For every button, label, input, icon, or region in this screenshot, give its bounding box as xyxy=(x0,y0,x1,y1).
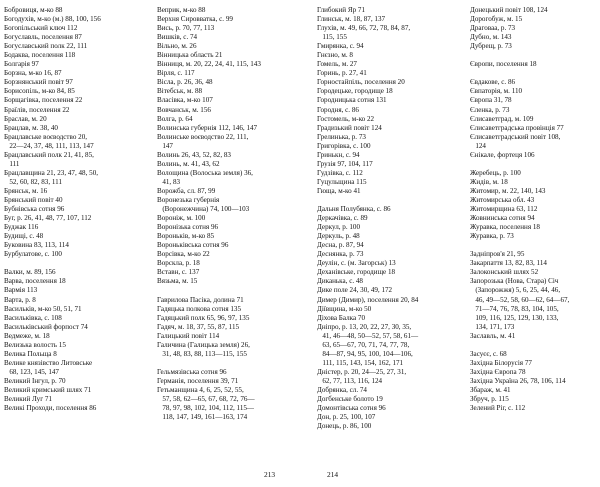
index-entry: Горностайпіль, поселення 20 xyxy=(317,78,405,87)
index-entry: Запорозька (Нова, Стара) Січ xyxy=(470,277,559,286)
index-entry: Богуславль, поселення 87 xyxy=(4,33,82,42)
index-entry: Гельмязівська сотня 96 xyxy=(157,367,227,376)
index-entry: 111, 115, 143, 154, 162, 171 xyxy=(317,358,404,367)
index-entry: Буковина 83, 113, 114 xyxy=(4,241,69,250)
index-entry: Верхня Сировватка, с. 99 xyxy=(157,15,233,24)
index-entry: Вовчанськ, м. 156 xyxy=(157,105,211,114)
index-entry: Борзнянський повіт 97 xyxy=(4,78,73,87)
index-entry: (Воронежчина) 74, 100—103 xyxy=(157,205,250,214)
index-entry: Волинське воєводство 22, 111, xyxy=(157,132,249,141)
index-entry: Жеребець, р. 100 xyxy=(470,168,521,177)
index-entry: Вінниця, м. 20, 22, 24, 41, 115, 143 xyxy=(157,60,261,69)
index-entry: Донецький повіт 108, 124 xyxy=(470,6,548,14)
index-entry: Єленка, р. 73 xyxy=(470,105,510,114)
index-entry: Городницька сотня 131 xyxy=(317,96,387,105)
index-entry: 31, 48, 83, 88, 113—115, 155 xyxy=(157,349,247,358)
index-entry: Єнікале, фортеця 106 xyxy=(470,150,535,159)
index-entry: Волинська губернія 112, 146, 147 xyxy=(157,123,258,132)
index-entry: Вільно, м. 26 xyxy=(157,42,197,51)
index-entry: Гринькн, с. 94 xyxy=(317,150,360,159)
index-entry: 62, 77, 113, 116, 124 xyxy=(317,376,383,385)
index-entry: Борщагівка, поселення 22 xyxy=(4,96,83,105)
index-entry: Веприк, м-ко 88 xyxy=(157,6,206,14)
index-entry: Задніпров'я 21, 95 xyxy=(470,250,525,259)
index-entry: Брянськ, м. 16 xyxy=(4,186,48,195)
index-entry: Богопільський ключ 112 xyxy=(4,24,78,33)
index-entry: Брацлавський полк 21, 41, 85, xyxy=(4,150,94,159)
index-entry: Гадяцька полкова сотня 135 xyxy=(157,304,242,313)
index-entry: Гостомель, м-ко 22 xyxy=(317,114,375,123)
section-gap xyxy=(317,196,467,205)
index-entry: Домонтівська сотня 96 xyxy=(317,404,386,413)
page-number-right: 214 xyxy=(327,470,339,479)
index-entry: Борзна, м-ко 16, 87 xyxy=(4,69,62,78)
index-entry: Західна Європа 78 xyxy=(470,367,526,376)
section-gap xyxy=(470,51,598,60)
index-entry: Дике поле 24, 30, 49, 172 xyxy=(317,286,393,295)
index-entry: 111 xyxy=(4,159,20,168)
index-entry: Євдакове, с. 86 xyxy=(470,78,516,87)
index-entry: Вісла, р. 26, 36, 48 xyxy=(157,78,213,87)
index-entry: Браслав, м. 20 xyxy=(4,114,47,123)
index-entry: Гетьманщина 4, 6, 25, 52, 55, xyxy=(157,385,244,394)
index-entry: Градизький повіт 124 xyxy=(317,123,382,132)
index-entry: Волощина (Волоська земля) 36, xyxy=(157,168,253,177)
index-entry: Житомир, м. 22, 140, 143 xyxy=(470,186,546,195)
index-entry: Борисопіль, м-ко 84, 85 xyxy=(4,87,75,96)
index-entry: Гадяч, м. 18, 37, 55, 87, 115 xyxy=(157,322,240,331)
index-entry: Вітебськ, м. 88 xyxy=(157,87,203,96)
section-gap xyxy=(4,259,154,268)
index-entry: Брацлавське воєводство 20, xyxy=(4,132,88,141)
index-entry: Залоконський шлях 52 xyxy=(470,268,539,277)
index-entry: Євпаторія, м. 110 xyxy=(470,87,523,96)
index-entry: Брацлав, м. 38, 40 xyxy=(4,123,58,132)
index-entry: 147 xyxy=(157,141,173,150)
index-entry: Дальня Полубянка, с. 86 xyxy=(317,205,391,214)
index-entry: Ворожба, сл. 87, 99 xyxy=(157,186,216,195)
index-entry: Богодухів, м-ко (м.) 88, 100, 156 xyxy=(4,15,101,24)
index-entry: Донець, р. 86, 100 xyxy=(317,422,372,431)
index-entry: Бубнівська сотня 96 xyxy=(4,205,65,214)
index-entry: Деркачівка, с. 89 xyxy=(317,214,368,223)
index-entry: Ворскла, р. 18 xyxy=(157,259,200,268)
index-entry: Гнєзно, м. 8 xyxy=(317,51,353,60)
index-entry: Єлисаветградська провінція 77 xyxy=(470,123,564,132)
index-entry: Вороньків, м-ко 85 xyxy=(157,232,215,241)
index-entry: Буджак 116 xyxy=(4,223,39,232)
index-entry: Європи, поселення 18 xyxy=(470,60,537,69)
index-entry: Єлисаветград, м. 109 xyxy=(470,114,534,123)
index-entry: Гаврилова Пасіка, долина 71 xyxy=(157,295,244,304)
index-entry: Дніпро, р. 13, 20, 22, 27, 30, 35, xyxy=(317,322,412,331)
index-entry: Велизька волость 15 xyxy=(4,340,66,349)
index-entry: Воронізька сотня 96 xyxy=(157,223,219,232)
index-entry: 84—87, 94, 95, 100, 104—106, xyxy=(317,349,413,358)
index-entry: Грелинька, р. 73 xyxy=(317,132,366,141)
index-entry: Васильківський форпост 74 xyxy=(4,322,88,331)
column-4 xyxy=(470,6,598,413)
index-entry: Велике князівство Литовське xyxy=(4,358,93,367)
index-entry: Волинь 26, 43, 52, 82, 83 xyxy=(157,150,231,159)
index-entry: Димер (Димир), поселення 20, 84 xyxy=(317,295,419,304)
index-entry: Гадяцький полк 65, 96, 97, 135 xyxy=(157,313,250,322)
index-entry: Буг, р. 26, 41, 48, 77, 107, 112 xyxy=(4,214,92,223)
index-entry: Жовнинська сотня 94 xyxy=(470,214,535,223)
index-entry: Велика Польща 8 xyxy=(4,349,57,358)
index-entry: Діївщина, м-ко 50 xyxy=(317,304,372,313)
index-entry: Вставн, с. 137 xyxy=(157,268,200,277)
index-entry: Глухів, м. 49, 66, 72, 78, 84, 87, xyxy=(317,24,411,33)
index-entry: Дністер, р. 20, 24—25, 27, 31, xyxy=(317,367,407,376)
index-entry: Журавка, поселення 18 xyxy=(470,223,540,232)
index-entry: Вінницька область 21 xyxy=(157,51,223,60)
index-entry: Валки, м. 89, 156 xyxy=(4,268,56,277)
index-entry: Вороніж, м. 100 xyxy=(157,214,206,223)
index-entry: Городецьке, городище 18 xyxy=(317,87,393,96)
index-entry: Вороньківська сотня 96 xyxy=(157,241,229,250)
index-entry: Будищі, с. 48 xyxy=(4,232,44,241)
index-entry: Закарпаття 13, 82, 83, 114 xyxy=(470,259,547,268)
index-entry: Бобровиця, м-ко 88 xyxy=(4,6,63,14)
index-entry: Дон, р. 25, 100, 107 xyxy=(317,413,376,422)
index-entry: 41, 46—48, 50—52, 57, 58, 61— xyxy=(317,331,419,340)
index-entry: Десна, р. 87, 94 xyxy=(317,241,364,250)
index-entry: Житомирщина 63, 112 xyxy=(470,205,538,214)
index-entry: Дубрещ, р. 73 xyxy=(470,42,512,51)
index-entry: Брацлавщина 21, 23, 47, 48, 50, xyxy=(4,168,99,177)
index-entry: Європа 31, 78 xyxy=(470,96,512,105)
section-gap xyxy=(157,359,305,368)
index-entry: 78, 97, 98, 102, 104, 112, 115— xyxy=(157,404,255,413)
index-entry: 46, 49—52, 58, 60—62, 64—67, xyxy=(470,295,570,304)
index-entry: Вармія 113 xyxy=(4,286,38,295)
index-entry: 57, 58, 62—65, 67, 68, 72, 76— xyxy=(157,395,255,404)
index-entry: Добрянка, сл. 74 xyxy=(317,385,367,394)
index-entry: Богуславський полк 22, 111 xyxy=(4,42,88,51)
index-entry: Бодаква, поселення 118 xyxy=(4,51,76,60)
index-entry: Варта, р. 8 xyxy=(4,295,36,304)
index-entry: Засуєє, с. 68 xyxy=(470,349,507,358)
index-entry: Галицький повіт 114 xyxy=(157,331,220,340)
section-gap xyxy=(470,160,598,169)
index-entry: 22—24, 37, 48, 111, 113, 147 xyxy=(4,141,94,150)
index-entry: Брянський повіт 40 xyxy=(4,195,63,204)
index-entry: Житомирська обл. 43 xyxy=(470,195,535,204)
index-entry: 109, 116, 125, 129, 130, 133, xyxy=(470,313,559,322)
index-entry: Збараж, м. 41 xyxy=(470,385,511,394)
index-entry: Болгарія 97 xyxy=(4,60,39,69)
index-entry: 52, 60, 82, 83, 111 xyxy=(4,177,62,186)
index-entry: Васильківка, с. 108 xyxy=(4,313,62,322)
index-entry: Гуцульщина 115 xyxy=(317,177,367,186)
index-entry: Великий Інгул, р. 70 xyxy=(4,376,66,385)
index-entry: Вязьма, м. 15 xyxy=(157,277,198,286)
index-entry: Деркул, р. 100 xyxy=(317,223,361,232)
index-entry: Вишків, с. 74 xyxy=(157,33,198,42)
index-entry: Грузія 97, 104, 117 xyxy=(317,159,373,168)
index-entry: Гмирянка, с. 94 xyxy=(317,42,364,51)
index-entry: Городня, с. 86 xyxy=(317,105,359,114)
index-entry: 134, 171, 173 xyxy=(470,322,515,331)
index-entry: Германія, поселення 39, 71 xyxy=(157,376,239,385)
section-gap xyxy=(470,241,598,250)
index-entry: Гюща, м-ко 41 xyxy=(317,186,361,195)
index-entry: Васильків, м-ко 50, 51, 71 xyxy=(4,304,82,313)
index-entry: Дубно, м. 143 xyxy=(470,33,512,42)
index-entry: Збруч, р. 115 xyxy=(470,395,509,404)
index-entry: (Запорожжя) 5, 6, 25, 44, 46, xyxy=(470,286,561,295)
index-entry: Ворсівка, м-ко 22 xyxy=(157,250,210,259)
index-entry: Гудзівка, с. 112 xyxy=(317,168,363,177)
index-entry: Деулін, с. (м. Загорськ) 13 xyxy=(317,259,396,268)
index-entry: Зелений Ріг, с. 112 xyxy=(470,404,526,413)
page-number-left: 213 xyxy=(264,470,276,479)
index-entry: 115, 155 xyxy=(317,33,347,42)
index-entry: Горинь, р. 27, 41 xyxy=(317,69,367,78)
index-entry: 71—74, 76, 78, 83, 104, 105, xyxy=(470,304,559,313)
index-entry: Деркуль, р. 48 xyxy=(317,232,360,241)
index-entry: Єлисаветградський повіт 108, xyxy=(470,132,561,141)
index-entry: Браїлів, поселення 22 xyxy=(4,105,70,114)
index-entry: Волга, р. 64 xyxy=(157,114,193,123)
index-entry: Ведмеже, м. 18 xyxy=(4,331,50,340)
index-entry: Журавка, р. 73 xyxy=(470,232,514,241)
column-2 xyxy=(157,6,305,422)
index-entry: Григорівка, с. 100 xyxy=(317,141,371,150)
index-entry: Драговаа, р. 73 xyxy=(470,24,516,33)
index-entry: Догбенське болото 19 xyxy=(317,395,383,404)
index-entry: Західна Україна 26, 78, 106, 114 xyxy=(470,376,566,385)
index-entry: Західна Білорусія 77 xyxy=(470,358,532,367)
index-entry: Деханівське, городище 18 xyxy=(317,268,396,277)
index-entry: Волинь, м. 41, 43, 62 xyxy=(157,159,220,168)
index-entry: Власівка, м-ко 107 xyxy=(157,96,213,105)
index-entry: 68, 123, 145, 147 xyxy=(4,367,59,376)
index-entry: Галичина (Галицька земля) 26, xyxy=(157,340,250,349)
index-entry: Великий Луг 71 xyxy=(4,395,52,404)
index-entry: Вірля, с. 117 xyxy=(157,69,195,78)
index-entry: Вись, р. 70, 77, 113 xyxy=(157,24,215,33)
section-gap xyxy=(157,286,305,295)
index-entry: Диканька, с. 48 xyxy=(317,277,363,286)
index-entry: Жидів, м. 18 xyxy=(470,177,508,186)
index-entry: Воронезька губернія xyxy=(157,195,220,204)
index-entry: Деснянка, р. 73 xyxy=(317,250,364,259)
column-1 xyxy=(4,6,154,413)
index-entry: Великий кримський шлях 71 xyxy=(4,385,92,394)
index-entry: Діхова Балка 70 xyxy=(317,313,365,322)
index-entry: Гомель, м. 27 xyxy=(317,60,357,69)
section-gap xyxy=(470,69,598,78)
index-entry: Дорогобуж, м. 15 xyxy=(470,15,523,24)
column-3 xyxy=(317,6,467,431)
index-entry: Заславль, м. 41 xyxy=(470,331,516,340)
index-entry: Бурбулатове, с. 100 xyxy=(4,250,62,259)
index-entry: Глинськ, м. 18, 87, 137 xyxy=(317,15,386,24)
section-gap xyxy=(470,341,598,350)
index-entry: 41, 83 xyxy=(157,177,181,186)
index-entry: Великі Проходи, поселення 86 xyxy=(4,404,97,413)
index-entry: Варва, поселення 18 xyxy=(4,277,66,286)
index-entry: 124 xyxy=(470,141,486,150)
index-entry: Глибокий Яр 71 xyxy=(317,6,366,14)
index-entry: 63, 65—67, 70, 71, 74, 77, 78, xyxy=(317,340,410,349)
index-entry: 118, 147, 149, 161—163, 174 xyxy=(157,413,248,422)
